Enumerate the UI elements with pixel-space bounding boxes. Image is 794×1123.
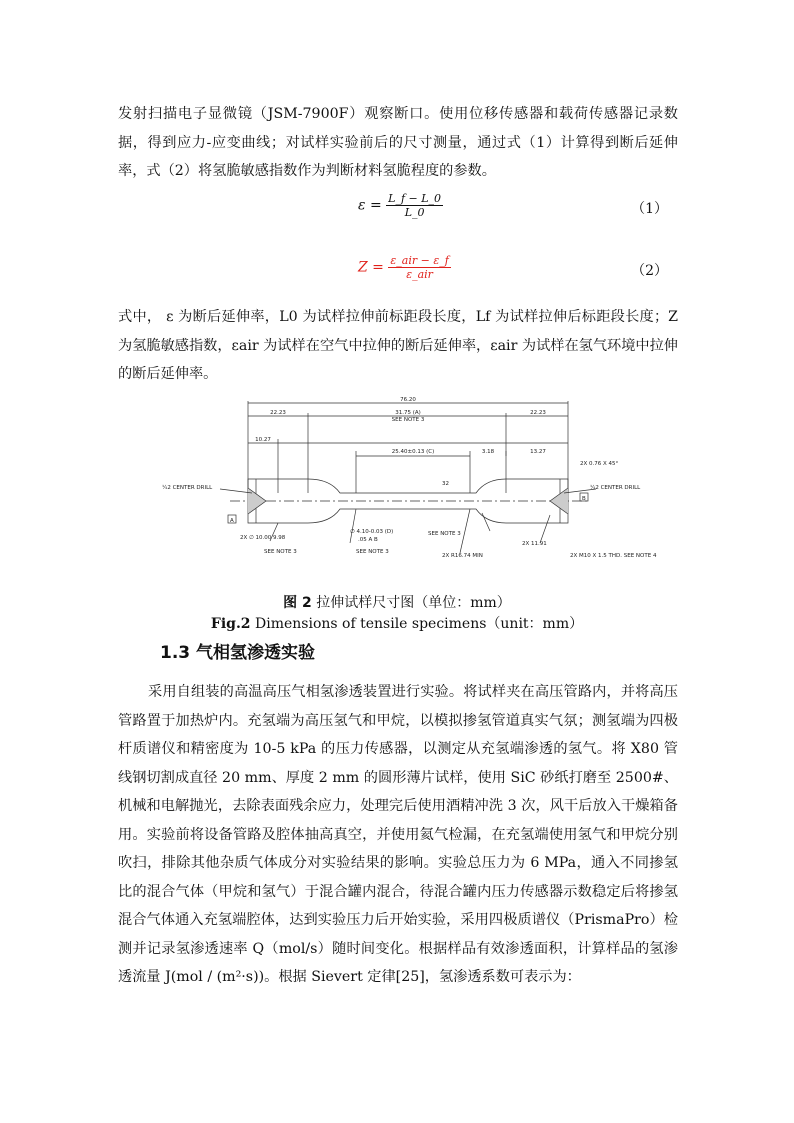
intro-paragraph [118,100,678,186]
paragraph-text: 采用自组装的高温高压气相氢渗透装置进行实验。将试样夹在高压管路内，并将高压管路置于加热炉内。充氢端为高压氢气和甲烷，以模拟掺氢管道真实气氛；测氢端为四极杆质谱仪和精密度为 10-5 kPa 的压力传感器，以测定从充氢端渗透的氢气。将 X80 管线钢切割成直径 20 mm、厚度 2 mm 的圆形薄片试样，使用 SiC 砂纸打磨至 2500#、机械和电解抛光，去除表面残余应力，处理完后使用酒精冲洗 3 次，风干后放入干燥箱备用。实验前将设备管路及腔体抽高真空，并使用氦气检漏，在充氢端使用氢气和甲烷分别吹扫，排除其他杂质气体成分对实验结果的影响。实验总压力为 6 MPa，通入不同掺氢比的混合气体（甲烷和氢气）于混合罐内混合，待混合罐内压力传感器示数稳定后将掺氢混合气体通入充氢端腔体，达到实验压力后开始实验，采用四极质谱仪（PrismaPro）检测并记录氢渗透速率 Q（mol/s）随时间变化。根据样品有效渗透面积，计算样品的氢渗透流量 J(mol / (m²·s))。根据 Sievert 定律[25]，氢渗透系数可表示为： [118,684,678,985]
dim-dia-left: 2X ∅ 10.00 9.98 [240,535,286,541]
note-b: SEE NOTE 3 [356,549,389,555]
eq1-number: （1） [631,201,668,217]
center-drill-right: ¼2 CENTER DRILL [590,485,641,491]
section-heading: 1.3 气相氢渗透实验 [160,643,316,663]
dim-left-small: 10.27 [255,437,271,443]
eq2-number: （2） [631,263,668,279]
symbol-definition-paragraph [118,303,678,389]
dim-radius: 2X R16.74 MIN [442,553,483,559]
dim-dia-gauge: ∅ 4.10-0.03 (D) [350,529,394,535]
thread-callout: 2X M10 X 1.5 THD. SEE NOTE 4 [570,553,657,559]
equation-1 [118,192,678,232]
dim-left-length: 22.23 [270,410,286,416]
dim-chamfer: 2X 0.76 X 45° [580,461,619,467]
paragraph-text: 式中， ε 为断后延伸率，L0 为试样拉伸前标距段长度，Lf 为试样拉伸后标距段长度；Z 为氢脆敏感指数，εair 为试样在空气中拉伸的断后延伸率，εair 为试样在氢气环境中拉伸的断后延伸率。 [118,309,678,382]
dim-tolerance: .05 A B [358,537,378,543]
dim-right-length: 22.23 [530,410,546,416]
eq2-fraction [388,254,450,281]
figure-caption-cn [0,592,794,612]
eq1-denominator: L_0 [404,206,425,219]
eq1-fraction [386,192,443,219]
drawing-svg [160,393,657,583]
caption-en-text: Dimensions of tensile specimens（unit：mm） [255,616,584,632]
paragraph-text: 发射扫描电子显微镜（JSM-7900F）观察断口。使用位移传感器和载荷传感器记录数据，得到应力-应变曲线；对试样实验前后的尺寸测量，通过式（1）计算得到断后延伸率，式（2）将氢脆敏感指数作为判断材料氢脆程度的参数。 [118,106,678,179]
datum-a: A [230,518,234,524]
datum-b: B [582,496,586,502]
dim-right-small: 13.27 [530,449,546,455]
caption-cn-label: 图 2 [283,595,312,611]
equation-1-formula [358,192,443,219]
tensile-specimen-drawing [160,393,657,583]
dim-radius-small: 3.18 [481,449,495,455]
note-a: SEE NOTE 3 [264,549,297,555]
surface-finish: 32 [442,481,449,487]
eq2-numerator: ε_air − ε_f [390,254,449,267]
equation-2 [118,254,678,294]
eq2-denominator: ε_air [406,268,433,281]
caption-cn-text: 拉伸试样尺寸图（单位：mm） [316,595,511,611]
caption-en-label: Fig.2 [210,616,251,632]
figure-caption-en [0,613,794,633]
eq2-lhs: Z = [358,259,384,276]
dim-gauge: 25.40±0.13 (C) [391,449,435,455]
dim-note-top: SEE NOTE 3 [391,417,425,423]
dim-mid-length: 31.75 (A) [395,410,421,416]
eq1-numerator: L_f − L_0 [388,192,442,205]
center-drill-left: ¼2 CENTER DRILL [162,485,213,491]
equation-2-formula [358,254,451,281]
dim-radius-length: 2X 11.91 [522,541,547,547]
dim-overall: 76.20 [400,397,416,403]
note-c: SEE NOTE 3 [428,531,461,537]
eq1-lhs: ε = [358,197,382,214]
method-paragraph [118,678,678,992]
